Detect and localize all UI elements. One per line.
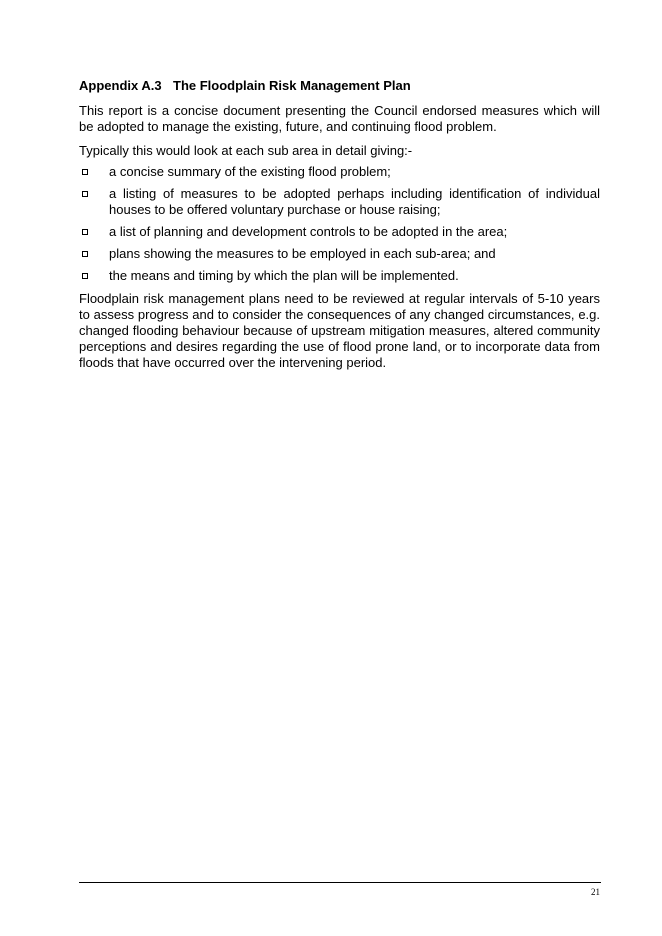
list-item (79, 164, 600, 180)
section-number: Appendix A.3 (79, 78, 162, 93)
closing-paragraph: Floodplain risk management plans need to be reviewed at regular intervals of 5-10 years to assess progress and to consider the consequences of any changed circumstances, e.g. changed flooding behaviour because of upstream mitigation measures, altered community perceptions and desires regarding the use of flood prone land, or to incorporate data from floods that have occurred over the intervening period. (79, 291, 600, 370)
document-body (79, 78, 600, 371)
section-title: The Floodplain Risk Management Plan (173, 78, 411, 93)
footer-divider (79, 882, 601, 883)
list-item-text: a concise summary of the existing flood problem; (109, 164, 391, 179)
list-item-text: a listing of measures to be adopted perhaps including identification of individual houses to be offered voluntary purchase or house raising; (109, 186, 600, 217)
square-bullet-icon (82, 273, 88, 279)
square-bullet-icon (82, 229, 88, 235)
square-bullet-icon (82, 191, 88, 197)
bullet-list (79, 164, 600, 284)
list-item-text: plans showing the measures to be employed in each sub-area; and (109, 246, 496, 261)
list-item (79, 186, 600, 218)
square-bullet-icon (82, 251, 88, 257)
section-heading (79, 78, 600, 94)
list-item (79, 268, 600, 284)
list-item (79, 246, 600, 262)
list-item (79, 224, 600, 240)
intro-paragraph: This report is a concise document presenting the Council endorsed measures which will be adopted to manage the existing, future, and continuing flood problem. (79, 103, 600, 134)
list-item-text: the means and timing by which the plan will be implemented. (109, 268, 459, 283)
square-bullet-icon (82, 169, 88, 175)
page-number: 21 (591, 887, 600, 897)
lead-paragraph: Typically this would look at each sub area in detail giving:- (79, 143, 413, 158)
list-item-text: a list of planning and development controls to be adopted in the area; (109, 224, 508, 239)
